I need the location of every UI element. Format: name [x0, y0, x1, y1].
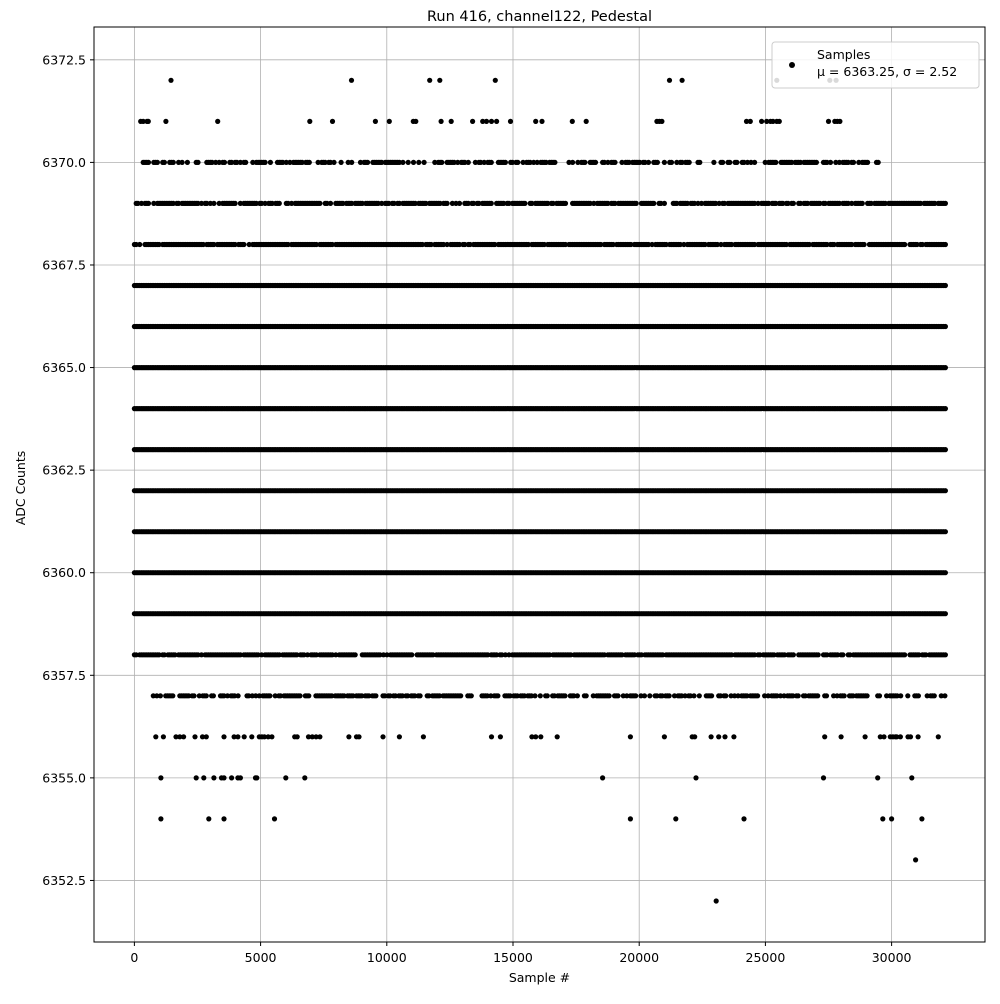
data-point — [411, 160, 416, 165]
data-point — [439, 160, 444, 165]
data-point — [171, 160, 176, 165]
data-point — [307, 160, 312, 165]
data-point — [406, 160, 411, 165]
data-point — [777, 119, 782, 124]
data-point — [734, 160, 739, 165]
data-point — [593, 160, 598, 165]
data-point — [215, 119, 220, 124]
data-point — [862, 242, 867, 247]
data-point — [773, 160, 778, 165]
data-point — [457, 201, 462, 206]
data-point — [439, 119, 444, 124]
data-point — [669, 160, 674, 165]
data-point — [484, 119, 489, 124]
data-point — [570, 119, 575, 124]
data-point — [328, 201, 333, 206]
data-point — [146, 160, 151, 165]
data-point — [163, 119, 168, 124]
data-point — [494, 119, 499, 124]
data-point — [539, 119, 544, 124]
data-point — [552, 160, 557, 165]
data-point — [503, 160, 508, 165]
data-point — [489, 160, 494, 165]
data-point — [651, 201, 656, 206]
data-point — [400, 160, 405, 165]
data-point — [533, 119, 538, 124]
data-point — [584, 119, 589, 124]
data-point — [349, 78, 354, 83]
data-point — [307, 119, 312, 124]
data-point — [195, 160, 200, 165]
data-point — [759, 119, 764, 124]
data-point — [416, 160, 421, 165]
data-point — [263, 160, 268, 165]
data-point — [180, 160, 185, 165]
data-point — [943, 447, 948, 452]
data-point — [634, 201, 639, 206]
data-point — [222, 160, 227, 165]
data-point — [449, 119, 454, 124]
data-point — [331, 160, 336, 165]
data-point — [943, 201, 948, 206]
data-point — [943, 283, 948, 288]
data-point — [720, 160, 725, 165]
data-point — [241, 242, 246, 247]
data-point — [493, 78, 498, 83]
data-point — [943, 242, 948, 247]
data-point — [268, 160, 273, 165]
data-point — [339, 160, 344, 165]
data-point — [185, 160, 190, 165]
data-point — [146, 119, 151, 124]
data-point — [943, 406, 948, 411]
data-point — [752, 160, 757, 165]
data-point — [466, 160, 471, 165]
data-point — [943, 365, 948, 370]
data-point — [662, 201, 667, 206]
data-point — [860, 201, 865, 206]
data-point — [865, 160, 870, 165]
data-point — [680, 78, 685, 83]
data-point — [943, 570, 948, 575]
data-point — [508, 119, 513, 124]
data-point — [711, 160, 716, 165]
data-point — [387, 119, 392, 124]
data-point — [445, 201, 450, 206]
data-point — [655, 160, 660, 165]
data-point — [902, 242, 907, 247]
data-point — [697, 160, 702, 165]
data-point — [349, 160, 354, 165]
data-point — [828, 160, 833, 165]
data-point — [659, 119, 664, 124]
data-point — [470, 119, 475, 124]
data-point — [667, 78, 672, 83]
data-point — [137, 242, 142, 247]
data-point — [814, 160, 819, 165]
data-point — [612, 160, 617, 165]
data-point — [662, 160, 667, 165]
data-point — [791, 201, 796, 206]
data-point — [277, 201, 282, 206]
data-point — [317, 201, 322, 206]
data-point — [727, 160, 732, 165]
data-point — [330, 119, 335, 124]
data-point — [211, 201, 216, 206]
data-point — [422, 160, 427, 165]
data-point — [365, 160, 370, 165]
data-point — [155, 160, 160, 165]
data-point — [646, 160, 651, 165]
data-point — [943, 488, 948, 493]
data-point — [687, 160, 692, 165]
data-point — [489, 119, 494, 124]
data-point — [413, 119, 418, 124]
data-point — [437, 78, 442, 83]
data-point — [522, 201, 527, 206]
data-point — [837, 119, 842, 124]
data-point — [563, 201, 568, 206]
data-point — [146, 201, 151, 206]
data-point — [515, 160, 520, 165]
data-point — [826, 119, 831, 124]
data-point — [168, 78, 173, 83]
data-point — [373, 119, 378, 124]
data-point — [489, 201, 494, 206]
data-point — [748, 119, 753, 124]
data-point — [851, 160, 856, 165]
data-point — [427, 78, 432, 83]
data-point — [570, 160, 575, 165]
data-point — [943, 529, 948, 534]
data-point — [876, 160, 881, 165]
data-point — [243, 160, 248, 165]
data-point — [943, 324, 948, 329]
data-point — [582, 160, 587, 165]
data-point — [162, 160, 167, 165]
data-point — [233, 201, 238, 206]
